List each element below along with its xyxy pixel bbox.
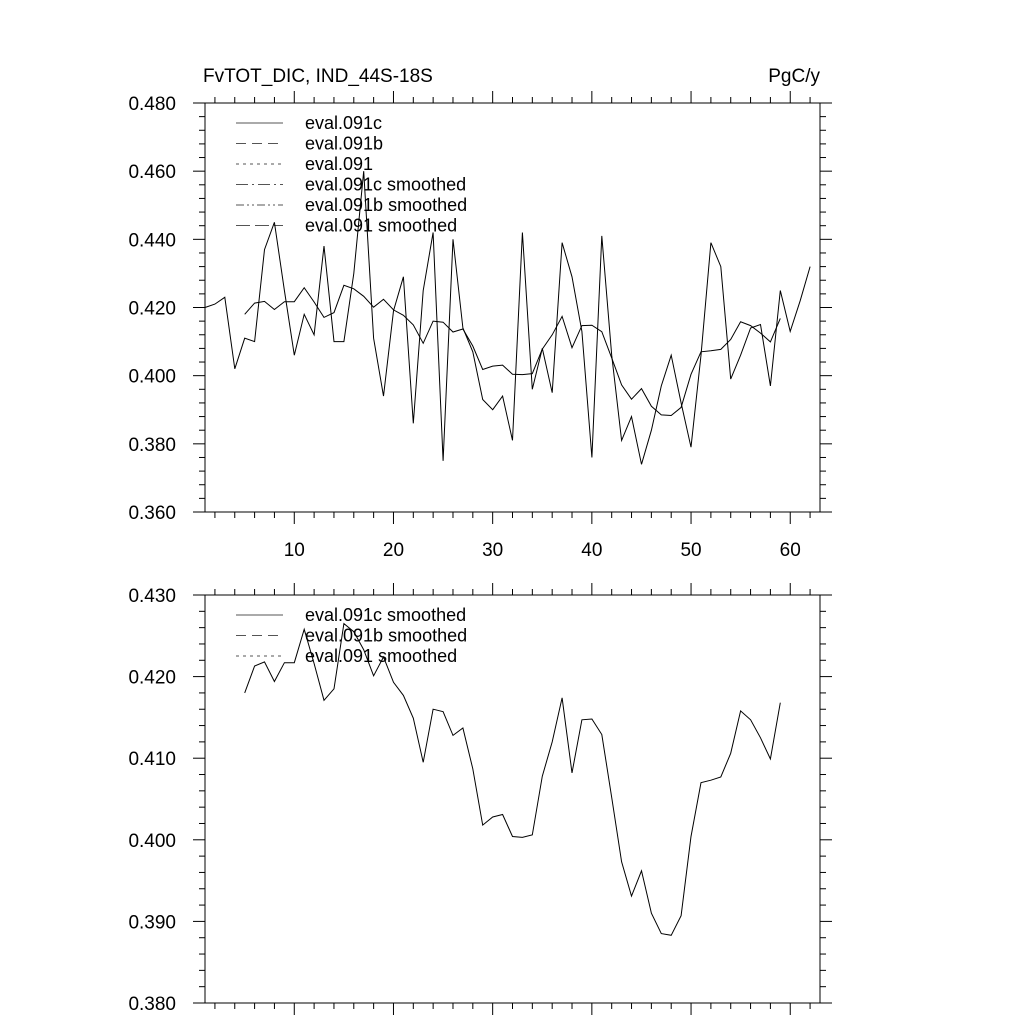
legend-label: eval.091b [305,133,384,154]
y-tick-label: 0.400 [128,366,176,388]
y-tick-label: 0.360 [128,503,176,524]
units-label: PgC/y [768,66,820,87]
x-tick-label: 50 [680,540,702,561]
y-tick-label: 0.400 [128,830,176,852]
y-tick-label: 0.390 [128,912,176,934]
legend-label: eval.091c [305,113,383,133]
series-line [205,171,810,464]
legend-label: eval.091b smoothed [305,625,468,646]
y-tick-label: 0.380 [128,994,176,1015]
series-line [245,285,781,415]
y-tick-label: 0.440 [128,230,176,252]
upper-panel [128,91,832,561]
lower-panel [128,583,832,1015]
legend-label: eval.091b smoothed [305,195,468,215]
legend-label: eval.091c smoothed [305,174,467,195]
x-tick-label: 40 [581,540,603,561]
x-tick-label: 30 [482,540,504,561]
plot-frame [205,103,820,512]
y-tick-label: 0.420 [128,667,176,689]
y-tick-label: 0.460 [128,162,176,184]
series-line [245,624,781,936]
y-tick-label: 0.480 [128,94,176,115]
x-tick-label: 20 [382,540,405,561]
chart-title: FvTOT_DIC, IND_44S-18S [203,66,433,87]
y-tick-label: 0.420 [128,298,176,320]
y-tick-label: 0.430 [128,586,176,607]
plot-frame [205,595,820,1003]
y-tick-label: 0.380 [128,434,176,456]
legend-label: eval.091 [305,154,374,174]
y-tick-label: 0.410 [128,749,176,771]
legend-label: eval.091c smoothed [305,605,467,625]
legend-label: eval.091 smoothed [305,215,458,236]
x-tick-label: 10 [283,540,305,561]
x-tick-label: 60 [779,540,801,561]
legend-label: eval.091 smoothed [305,646,458,666]
